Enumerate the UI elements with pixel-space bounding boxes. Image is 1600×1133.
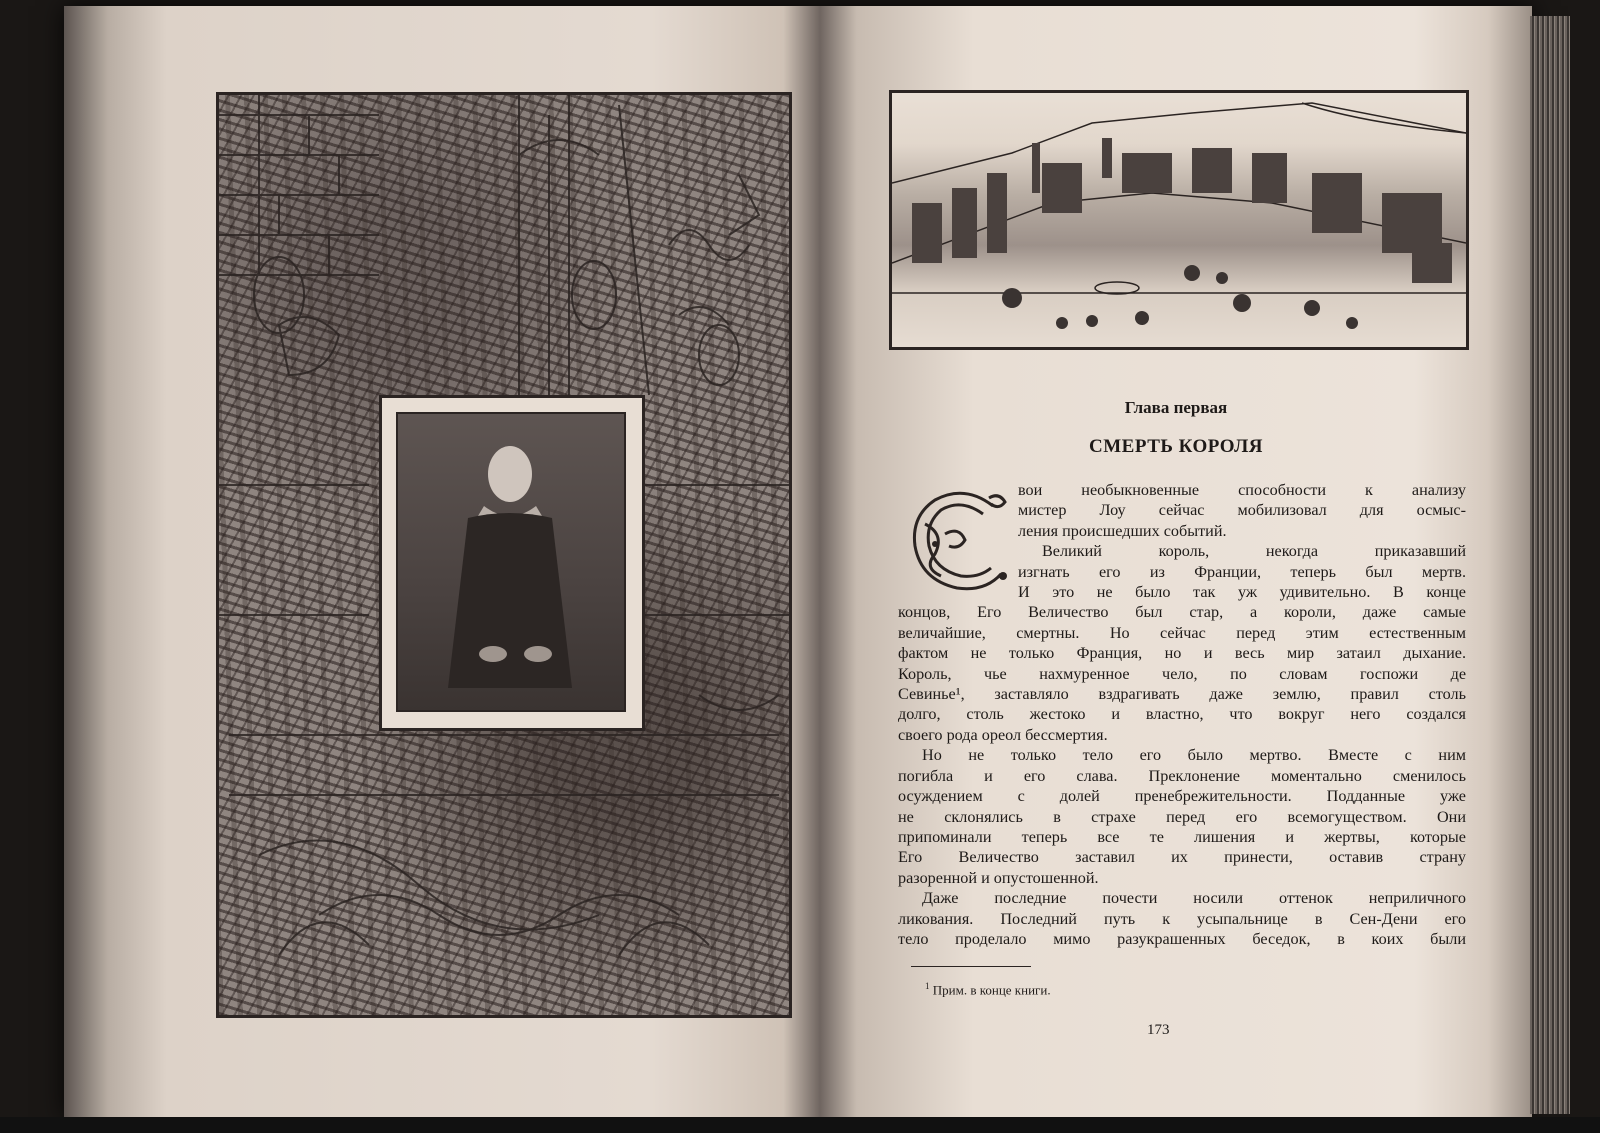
text-line: фактом не только Франция, но и весь мир затаил дыхание. bbox=[898, 644, 1466, 663]
text-line: ления происшедших событий. bbox=[1018, 521, 1227, 540]
text-line: долго, столь жестоко и властно, что вокруг него создался bbox=[898, 705, 1466, 724]
text-line: Великий король, некогда приказавший bbox=[1042, 542, 1466, 561]
text-line: осуждением с долей пренебрежительности. Подданные уже bbox=[898, 787, 1466, 806]
text-line: не склонялись в страхе перед его всемогуществом. Они bbox=[898, 807, 1466, 826]
portrait-figure bbox=[398, 414, 624, 710]
text-line: Его Величество заставил их принести, оставив страну bbox=[898, 848, 1466, 867]
chapter-number: Глава первая bbox=[1124, 398, 1228, 417]
text-line: И это не было так уж удивительно. В конце bbox=[1018, 583, 1466, 602]
text-line: своего рода ореол бессмертия. bbox=[898, 725, 1108, 744]
chapter-title: СМЕРТЬ КОРОЛЯ bbox=[1089, 436, 1263, 457]
text-line: величайшие, смертны. Но сейчас перед этим естественным bbox=[898, 623, 1466, 642]
portrait-frame bbox=[379, 395, 645, 731]
text-line: изгнать его из Франции, теперь был мертв. bbox=[1018, 562, 1466, 581]
page-edges bbox=[1530, 16, 1570, 1114]
engraving-linework bbox=[892, 93, 1466, 347]
text-line: Король, чье нахмуренное чело, по словам госпожи де bbox=[898, 664, 1466, 683]
footnote-rule bbox=[911, 966, 1031, 967]
text-line: разоренной и опустошенной. bbox=[898, 868, 1099, 887]
text-line: мистер Лоу сейчас мобилизовал для осмыс- bbox=[1018, 501, 1466, 520]
footnote bbox=[925, 981, 1051, 998]
footnote-mark: 1 bbox=[925, 981, 930, 991]
left-page-illustration bbox=[216, 92, 792, 1018]
text-line: припоминали теперь все те лишения и жертвы, которые bbox=[898, 827, 1466, 846]
text-line: ликования. Последний путь к усыпальнице в Сен-Дени его bbox=[898, 909, 1466, 928]
page-number: 173 bbox=[1147, 1022, 1170, 1038]
portrait-image bbox=[396, 412, 626, 712]
text-line: Севинье¹, заставляло вздрагивать даже землю, правил столь bbox=[898, 685, 1466, 704]
text-line: Но не только тело его было мертво. Вместе с ним bbox=[922, 746, 1466, 765]
scan-border bbox=[0, 1117, 1600, 1133]
text-line: концов, Его Величество был стар, а короли, даже самые bbox=[898, 603, 1466, 622]
text-line: тело проделало мимо разукрашенных беседок, в коих были bbox=[898, 929, 1466, 948]
body-text bbox=[898, 480, 1466, 949]
footnote-text: Прим. в конце книги. bbox=[932, 982, 1051, 998]
text-line: Даже последние почести носили оттенок неприличного bbox=[922, 889, 1466, 908]
text-line: вои необыкновенные способности к анализу bbox=[1018, 481, 1466, 499]
city-engraving bbox=[889, 90, 1469, 350]
text-line: погибла и его слава. Преклонение моментально сменилось bbox=[898, 766, 1466, 785]
